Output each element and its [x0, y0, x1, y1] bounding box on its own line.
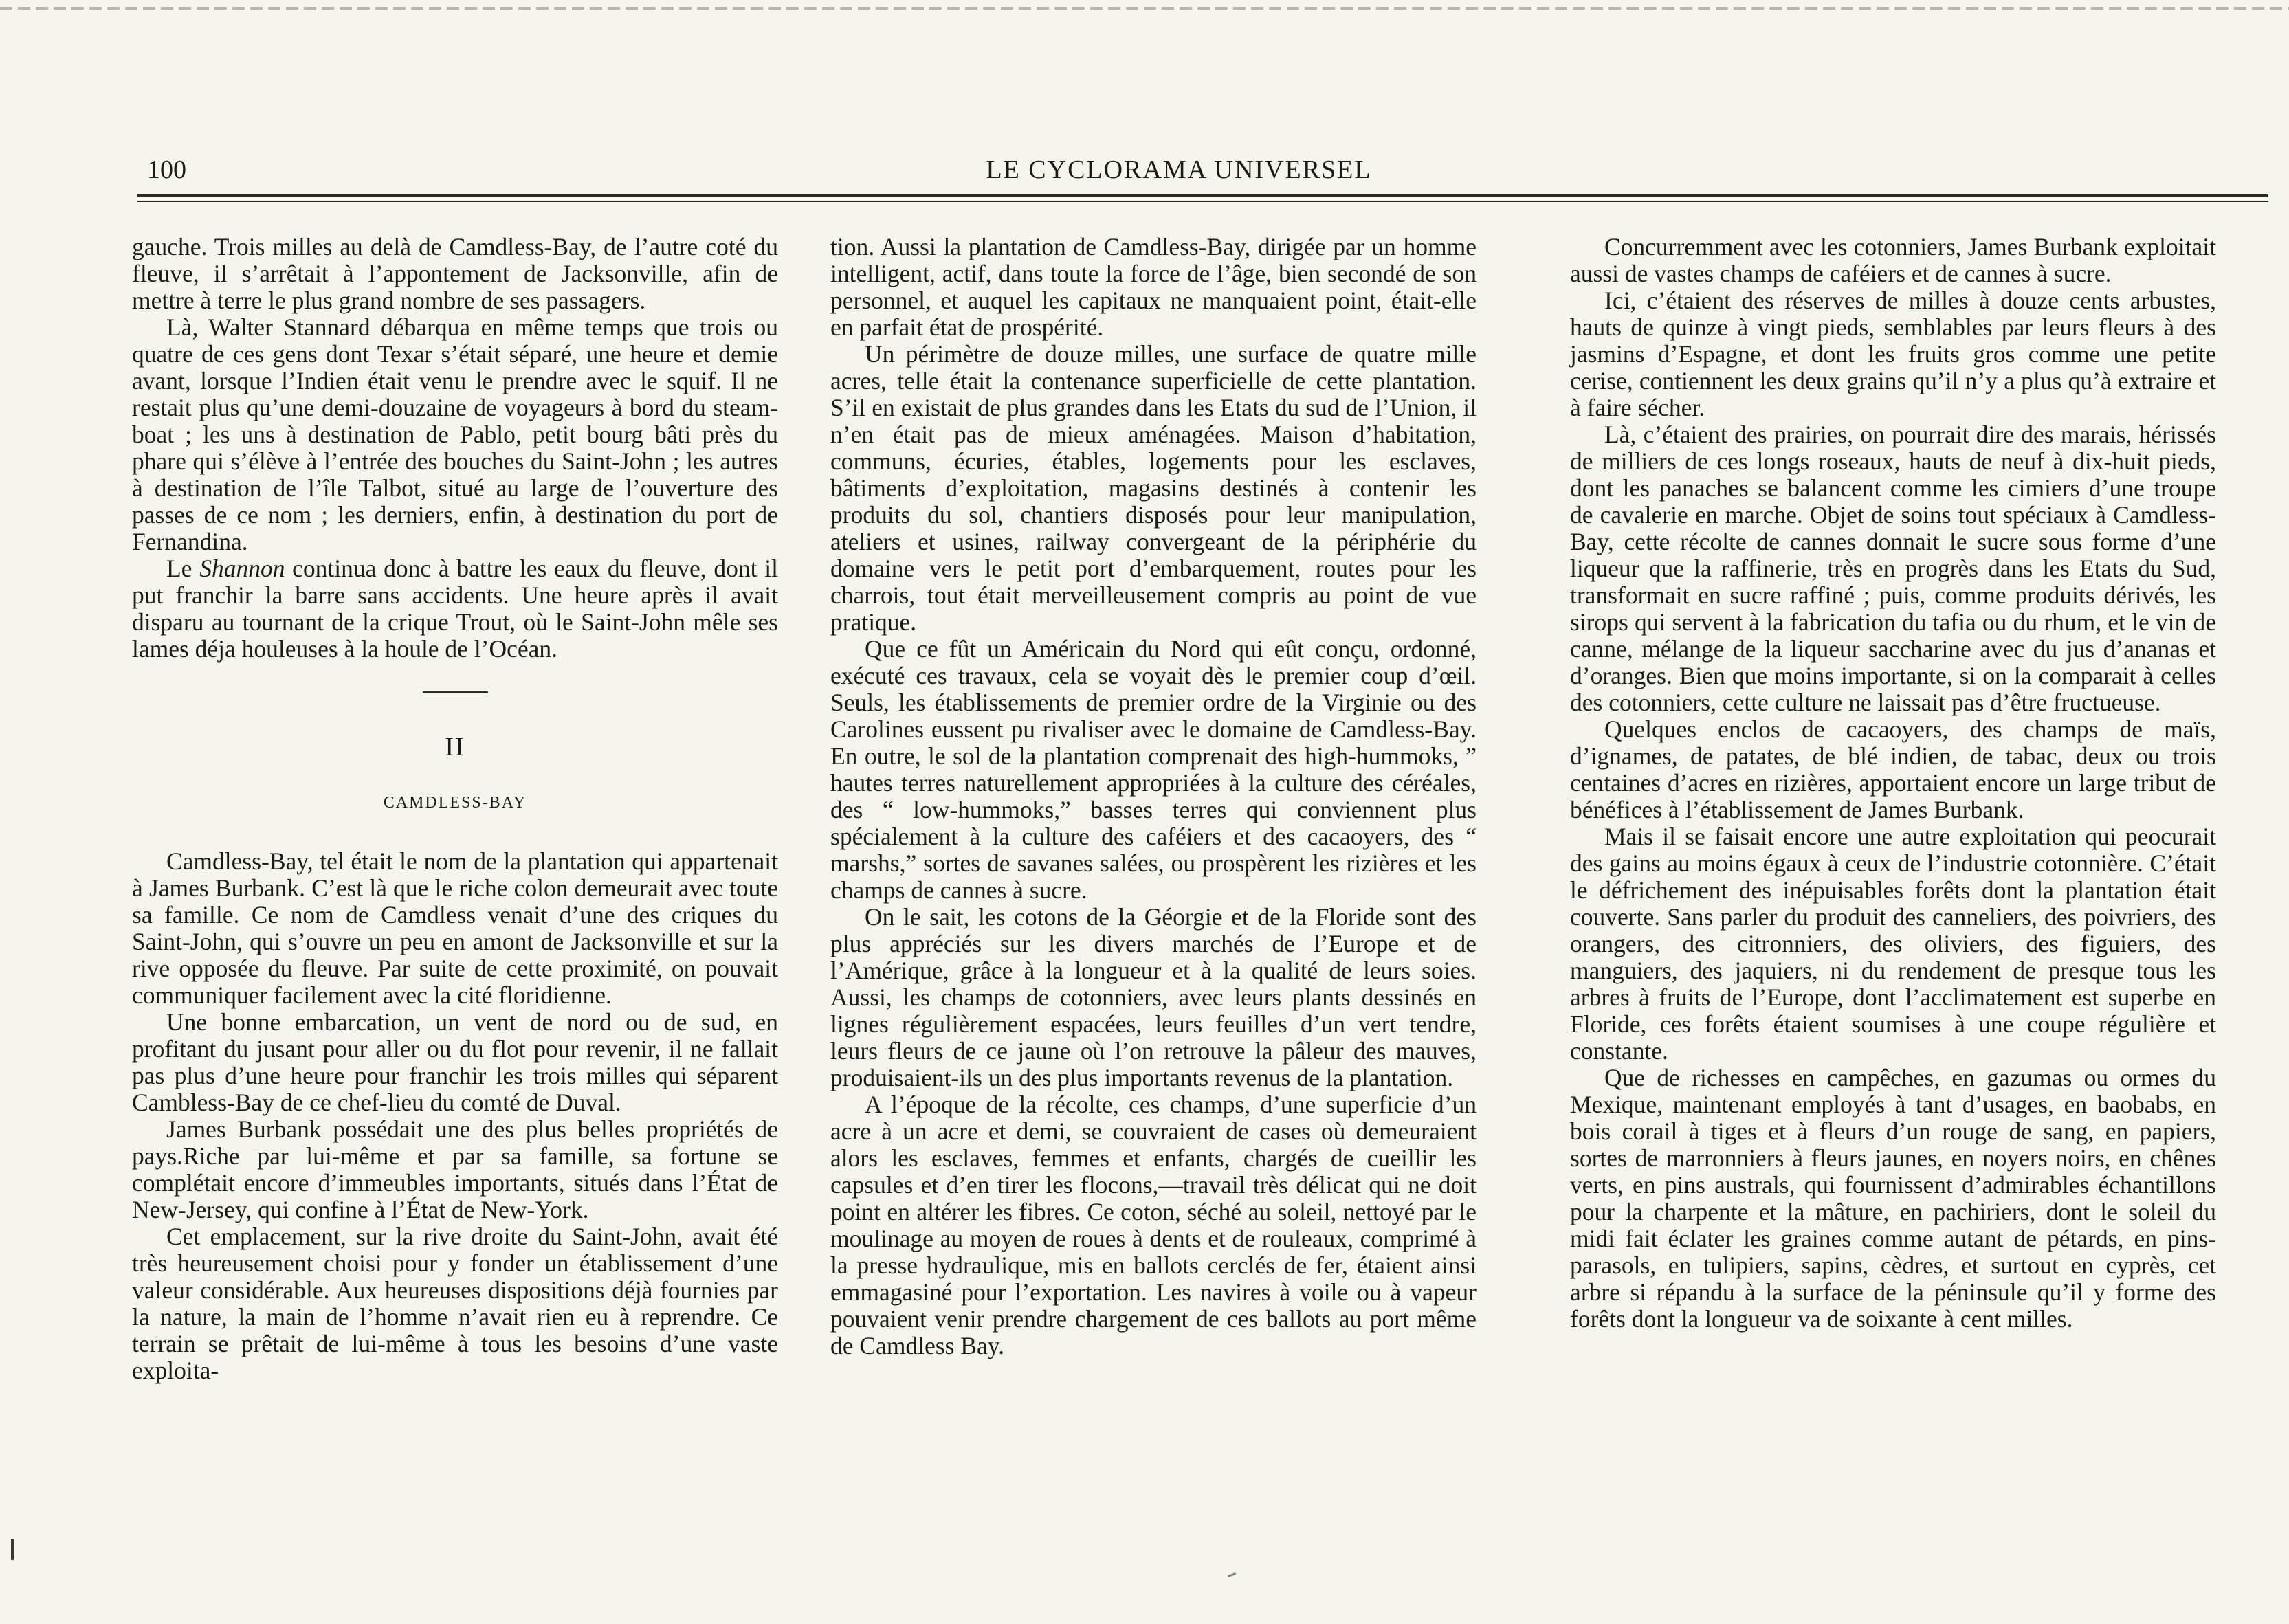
page-header	[89, 153, 2268, 187]
text-column-3	[1570, 234, 2216, 1333]
paragraph: gauche. Trois milles au delà de Camdless-Bay, de l’autre coté du fleuve, il s’arrêtait à l’appontement de Jacksonville, afin de mettre à terre le plus grand nombre de ses passagers.	[132, 233, 778, 314]
header-rule-thin	[137, 201, 2268, 202]
paragraph	[132, 555, 778, 663]
paragraph: Là, c’étaient des prairies, on pourrait dire des marais, hérissés de milliers de ces longs roseaux, hauts de neuf à dix-huit pieds, dont les panaches se balancent comme les cimiers d’une troupe de cavalerie en marche. Objet de soins tout spéciaux à Camdless-Bay, cette récolte de cannes donnait le sucre sous forme d’une liqueur que la raffinerie, très en progrès dans les Etats du Sud, transformait en sucre raffiné ; puis, comme produits dérivés, les sirops qui servent à la fabrication du tafia ou du rhum, et le vin de canne, mélange de la liqueur saccharine avec du jus d’ananas et d’oranges. Bien que moins importante, si on la comparait à celles des cotonniers, cette culture ne laissait pas d’être fructueuse.	[1570, 421, 2216, 716]
text-run: continua donc à battre les eaux du fleuve, dont il put franchir la barre sans accidents. Une heure après il avait disparu au tournant de la crique Trout, où le Saint-John mêle ses lames déja houleuses à la houle de l’Océan.	[132, 555, 778, 663]
ship-name: Shannon	[199, 555, 285, 582]
chapter-number: II	[445, 733, 465, 761]
paragraph: Camdless-Bay, tel était le nom de la plantation qui appartenait à James Burbank. C’est là que le riche colon demeurait avec toute sa famille. Ce nom de Camdless venait d’une des criques du Saint-John, qui s’ouvre un peu en amont de Jacksonville et sur la rive opposée du fleuve. Par suite de cette proximité, on pouvait communiquer facilement avec la cité floridienne.	[132, 847, 778, 1009]
running-title: LE CYCLORAMA UNIVERSEL	[986, 155, 1372, 184]
paragraph: Ici, c’étaient des réserves de milles à douze cents arbustes, hauts de quinze à vingt pieds, semblables par leurs fleurs à des jasmins d’Espagne, et dont les fruits gros comme une petite cerise, contiennent les deux grains qu’il n’y a plus qu’à extraire et à faire sécher.	[1570, 287, 2216, 421]
paragraph: Concurremment avec les cotonniers, James Burbank exploitait aussi de vastes champs de caféiers et de cannes à sucre.	[1570, 233, 2216, 287]
text-column-1	[132, 234, 778, 1384]
paragraph: Là, Walter Stannard débarqua en même temps que trois ou quatre de ces gens dont Texar s’était séparé, une heure et demie avant, lorsque l’Indien était venu le prendre avec le squif. Il ne restait plus qu’une demi-douzaine de voyageurs à bord du steam-boat ; les uns à destination de Pablo, petit bourg bâti près du phare qui s’élève à l’entrée des bouches du Saint-John ; les autres à destination de l’île Talbot, situé au large de l’ouverture des passes de ce nom ; les derniers, enfin, à destination du port de Fernandina.	[132, 313, 778, 555]
paragraph: A l’époque de la récolte, ces champs, d’une superficie d’un acre à un acre et demi, se couvraient de cases où demeuraient alors les esclaves, femmes et enfants, chargés de cueillir les capsules et d’en tirer les flocons,—travail très délicat qui ne doit point en altérer les fibres. Ce coton, séché au soleil, nettoyé par le moulinage au moyen de roues à dents et de rouleaux, comprimé à la presse hydraulique, mis en ballots cerclés de fer, étaient ainsi emmagasiné pour l’exportation. Les navires à voile ou à vapeur pouvaient venir prendre chargement de ces ballots au port même de Camdless Bay.	[830, 1091, 1477, 1359]
paragraph: On le sait, les cotons de la Géorgie et de la Floride sont des plus appréciés sur les divers marchés de l’Europe et de l’Amérique, grâce à la longueur et à la qualité de leurs soies. Aussi, les champs de cotonniers, avec leurs plants dessinés en lignes régulièrement espacées, leurs feuilles d’un vert tendre, leurs fleurs de ce jaune où l’on retrouve la pâleur des mauves, produisaient-ils un des plus importants revenus de la plantation.	[830, 903, 1477, 1091]
text-run: Le	[166, 555, 200, 582]
paragraph: Une bonne embarcation, un vent de nord ou de sud, en profitant du jusant pour aller ou du flot pour revenir, il ne fallait pas plus d’une heure pour franchir les trois milles qui séparent Cambless-Bay de ce chef-lieu du comté de Duval.	[132, 1008, 778, 1116]
text-column-2	[830, 234, 1477, 1359]
chapter-title: CAMDLESS-BAY	[383, 794, 527, 812]
paragraph: James Burbank possédait une des plus belles propriétés de pays.Riche par lui-même et par sa famille, sa fortune se complétait encore d’immeubles importants, situés dans l’État de New-Jersey, qui confine à l’État de New-York.	[132, 1115, 778, 1223]
paragraph: Mais il se faisait encore une autre exploitation qui peocurait des gains au moins égaux à ceux de l’industrie cotonnière. C’était le défrichement des inépuisables forêts dont la plantation était couverte. Sans parler du produit des canneliers, des poivriers, des orangers, des citronniers, des oliviers, des figuiers, des manguiers, des jaquiers, ni du rendement de presque tous les arbres à fruits de l’Europe, dont l’acclimatement est superbe en Floride, ces forêts étaient soumises à une coupe régulière et constante.	[1570, 823, 2216, 1065]
section-divider	[423, 691, 488, 693]
scan-artifact-mark	[11, 1539, 14, 1560]
paragraph: Cet emplacement, sur la rive droite du Saint-John, avait été très heureusement choisi pour y fonder un établissement d’une valeur considérable. Aux heureuses dispositions déjà fournies par la nature, la main de l’homme n’avait rien eu à reprendre. Ce terrain se prêtait de lui-même à tous les besoins d’une vaste exploita-	[132, 1223, 778, 1384]
paragraph: Que de richesses en campêches, en gazumas ou ormes du Mexique, maintenant employés à tant d’usages, en baobabs, en bois corail à tiges et à fleurs d’un rouge de sang, en papiers, sortes de marronniers à fleurs jaunes, en noyers noirs, en chênes verts, en pins australs, qui fournissent d’admirables échantillons pour la charpente et la mâture, en pachiriers, dont le soleil du midi fait éclater les graines comme autant de pétards, en pins-parasols, en tulipiers, sapins, cèdres, et surtout en cyprès, cet arbre si répandu à la surface de la péninsule qu’il y forme des forêts dont la longueur va de soixante à cent milles.	[1570, 1064, 2216, 1333]
paragraph: Quelques enclos de cacaoyers, des champs de maïs, d’ignames, de patates, de blé indien, de tabac, deux ou trois centaines d’acres en rizières, apportaient encore un large tribut de bénéfices à l’établissement de James Burbank.	[1570, 715, 2216, 823]
paragraph: tion. Aussi la plantation de Camdless-Bay, dirigée par un homme intelligent, actif, dans toute la force de l’âge, bien secondé de son personnel, et auquel les capitaux ne manquaient point, était-elle en parfait état de prospérité.	[830, 233, 1477, 341]
paragraph: Que ce fût un Américain du Nord qui eût conçu, ordonné, exécuté ces travaux, cela se voyait dès le premier coup d’œil. Seuls, les établissements de premier ordre de la Virginie ou des Carolines eussent pu rivaliser avec le domaine de Camdless-Bay. En outre, le sol de la plantation comprenait des high-hummoks, ” hautes terres naturellement appropriées à la culture des céréales, des “ low-hummoks,” basses terres qui conviennent plus spécialement à la culture des caféiers et des cacaoyers, des “ marshs,” sortes de savanes salées, ou prospèrent les rizières et les champs de cannes à sucre.	[830, 635, 1477, 904]
paragraph: Un périmètre de douze milles, une surface de quatre mille acres, telle était la contenance superficielle de cette plantation. S’il en existait de plus grandes dans les Etats du sud de l’Union, il n’en était pas de mieux aménagées. Maison d’habitation, communs, écuries, étables, logements pour les esclaves, bâtiments d’exploitation, magasins destinés à contenir les produits du sol, chantiers disposés pour leur manipulation, ateliers et usines, railway convergeant de la périphérie du domaine vers le petit port d’embarquement, routes pour les charrois, tout était merveilleusement compris au point de vue pratique.	[830, 340, 1477, 636]
page-number: 100	[147, 155, 186, 184]
scan-artifact-mark	[1228, 1572, 1236, 1577]
header-rule-thick	[137, 194, 2268, 197]
